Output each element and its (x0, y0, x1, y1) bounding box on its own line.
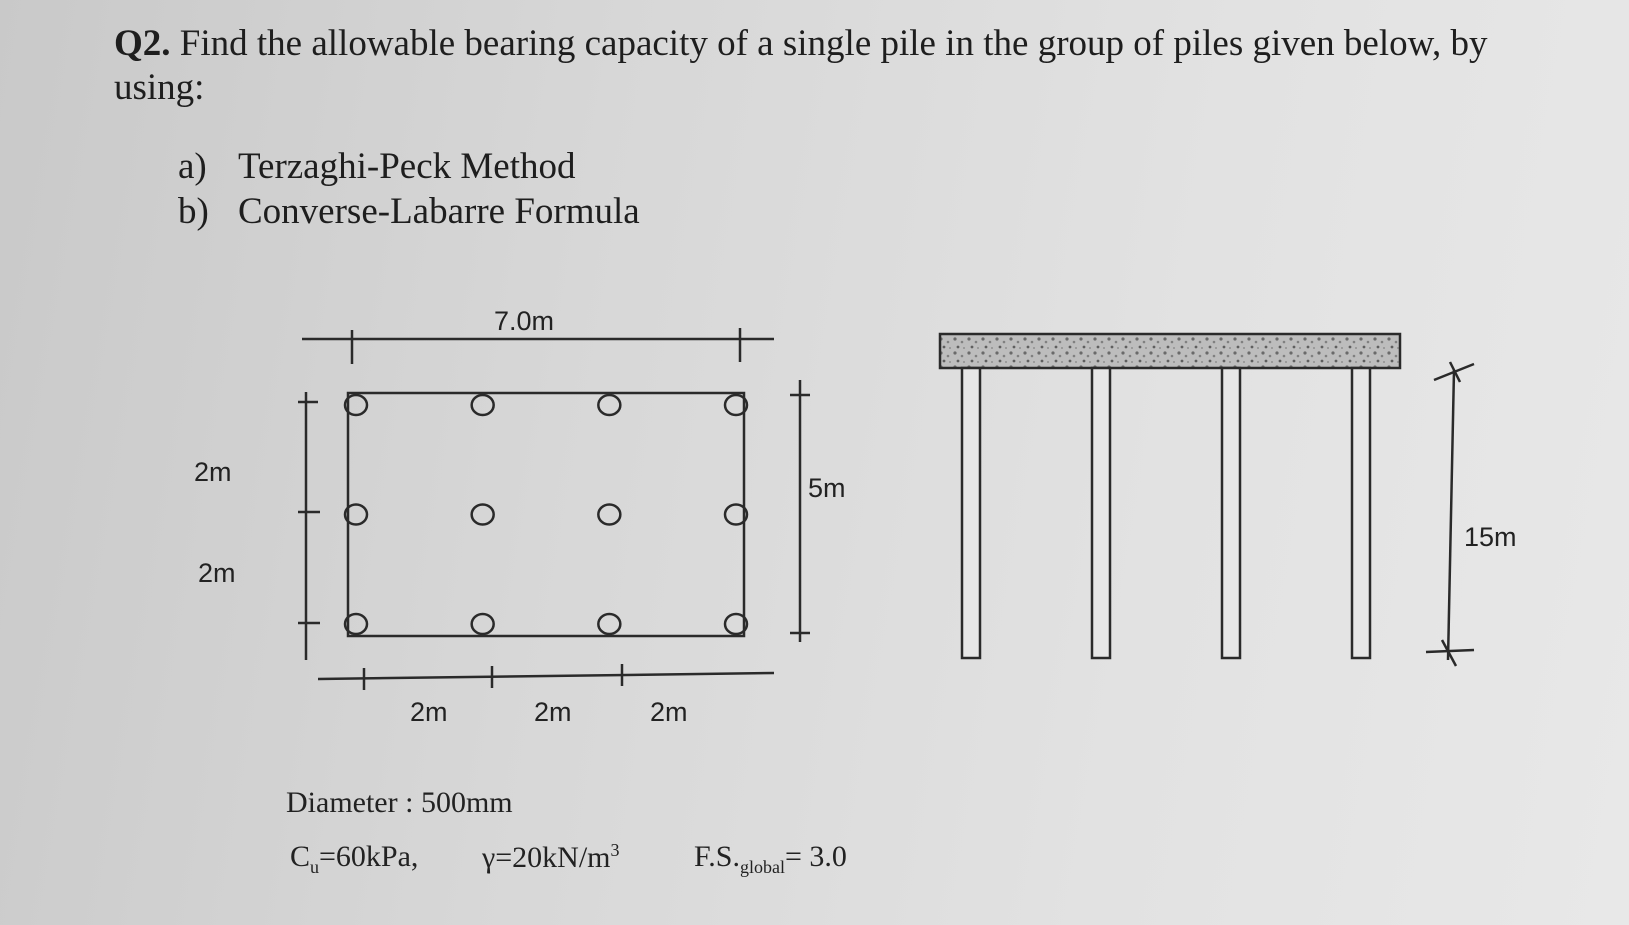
bottom-dimension-label: 2m (534, 697, 572, 727)
gamma-value: γ=20kN/m (482, 841, 611, 874)
diameter-param: Diameter : 500mm (286, 786, 513, 819)
right-dimension-label: 5m (808, 473, 846, 503)
top-dimension-label: 7.0m (494, 306, 555, 336)
pile-cap-section (940, 334, 1400, 368)
pile-circle (472, 395, 494, 415)
cu-symbol: C (290, 840, 311, 873)
bottom-dimension-line (318, 673, 774, 679)
bottom-dimension-label: 2m (650, 697, 688, 727)
elevation-pile (1092, 368, 1110, 658)
pile-cap-outline (348, 393, 744, 636)
bottom-dimension-label: 2m (410, 697, 448, 727)
safety-factor-param (694, 840, 847, 878)
pile-circle (598, 505, 620, 525)
question-body: Find the allowable bearing capacity of a single pile in the group of piles given below, by using: (114, 23, 1488, 108)
pile-length-label: 15m (1464, 522, 1517, 552)
elevation-pile (1352, 368, 1370, 658)
gamma-superscript: 3 (610, 840, 620, 860)
method-label: b) (178, 191, 209, 232)
length-dimension-line (1448, 370, 1454, 660)
left-dimension-label: 2m (194, 457, 232, 487)
elevation-pile (1222, 368, 1240, 658)
fs-prefix: F.S. (694, 840, 740, 873)
left-dimension-label: 2m (198, 558, 236, 588)
gamma-param (482, 840, 620, 875)
pile-circle (472, 614, 494, 634)
method-text: Converse-Labarre Formula (238, 191, 640, 232)
method-label: a) (178, 146, 207, 187)
pile-circle (598, 614, 620, 634)
plan-view (298, 328, 810, 690)
fs-value: = 3.0 (784, 840, 847, 873)
cu-value: =60kPa, (319, 840, 419, 873)
pile-circles (345, 395, 747, 634)
cu-param (290, 840, 418, 878)
elevation-piles (962, 368, 1370, 658)
pile-circle (598, 395, 620, 415)
method-text: Terzaghi-Peck Method (238, 146, 576, 187)
elevation-pile (962, 368, 980, 658)
pile-circle (472, 505, 494, 525)
question-number: Q2. (114, 23, 171, 64)
elevation-view (940, 334, 1474, 666)
cu-subscript: u (310, 857, 320, 877)
fs-subscript: global (739, 857, 785, 877)
